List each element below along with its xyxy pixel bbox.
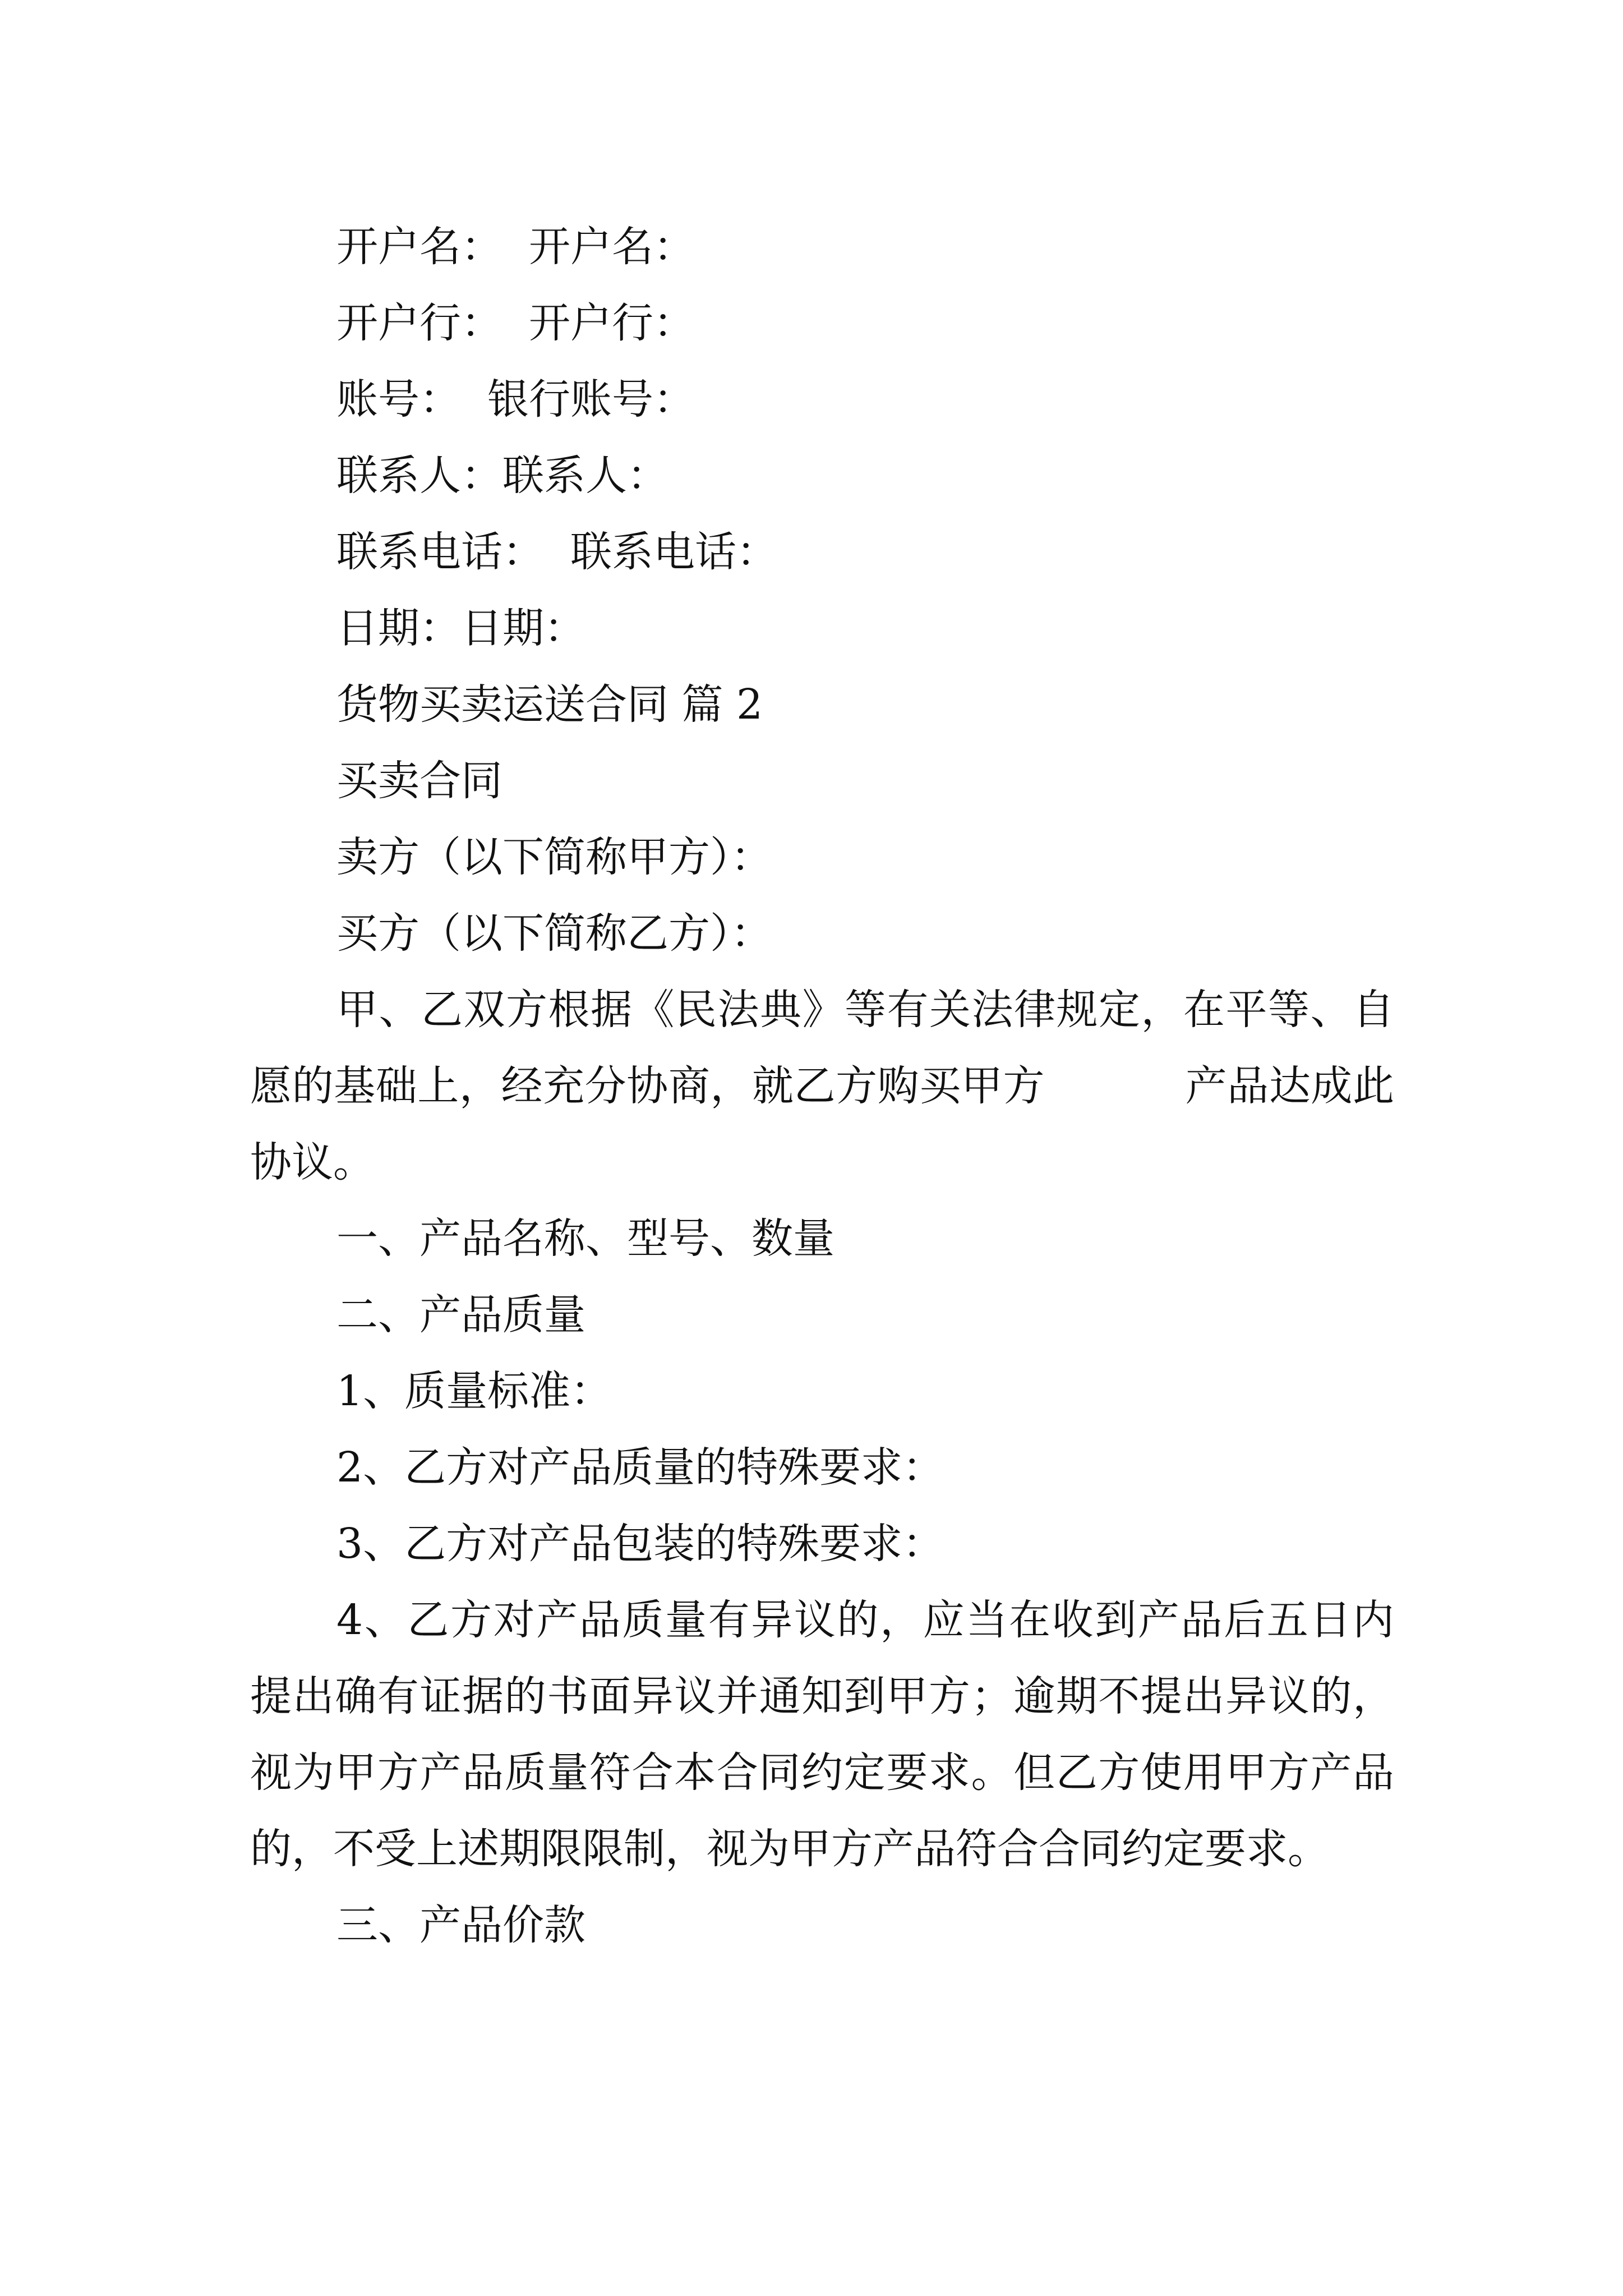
clause-3-heading: 三、产品价款	[336, 1901, 585, 1949]
account-name-line: 开户名： 开户名：	[336, 223, 695, 271]
intro-paragraph-part2: 产品达成此协议。	[250, 1062, 1395, 1186]
intro-paragraph	[250, 972, 1394, 1200]
date-line: 日期：日期：	[336, 604, 585, 652]
clause-1-heading: 一、产品名称、型号、数量	[336, 1214, 834, 1263]
quality-standard-line: 1、质量标准：	[336, 1367, 612, 1415]
quality-requirement-line: 2、乙方对产品质量的特殊要求：	[336, 1443, 944, 1492]
contact-person-line: 联系人：联系人：	[336, 452, 668, 500]
bank-line: 开户行： 开户行：	[336, 299, 695, 347]
contact-phone-line: 联系电话： 联系电话：	[336, 528, 778, 576]
account-number-line: 账号： 银行账号：	[336, 375, 695, 424]
document-body	[250, 209, 1394, 1963]
contract-title: 买卖合同	[336, 757, 502, 805]
clause-2-heading: 二、产品质量	[336, 1291, 585, 1339]
intro-paragraph-part1: 甲、乙双方根据《民法典》等有关法律规定，在平等、自愿的基础上，经充分协商，就乙方购买甲方	[250, 986, 1394, 1110]
buyer-line: 买方（以下简称乙方）：	[336, 909, 772, 958]
seller-line: 卖方（以下简称甲方）：	[336, 833, 772, 881]
packaging-requirement-line: 3、乙方对产品包装的特殊要求：	[336, 1520, 944, 1568]
section-heading: 货物买卖运送合同 篇 2	[336, 680, 763, 729]
quality-objection-paragraph: 4、乙方对产品质量有异议的，应当在收到产品后五日内提出确有证据的书面异议并通知到甲方；逾期不提出异议的，视为甲方产品质量符合本合同约定要求。但乙方使用甲方产品的，不受上述期限限制，视为甲方产品符合合同约定要求。	[250, 1596, 1394, 1873]
